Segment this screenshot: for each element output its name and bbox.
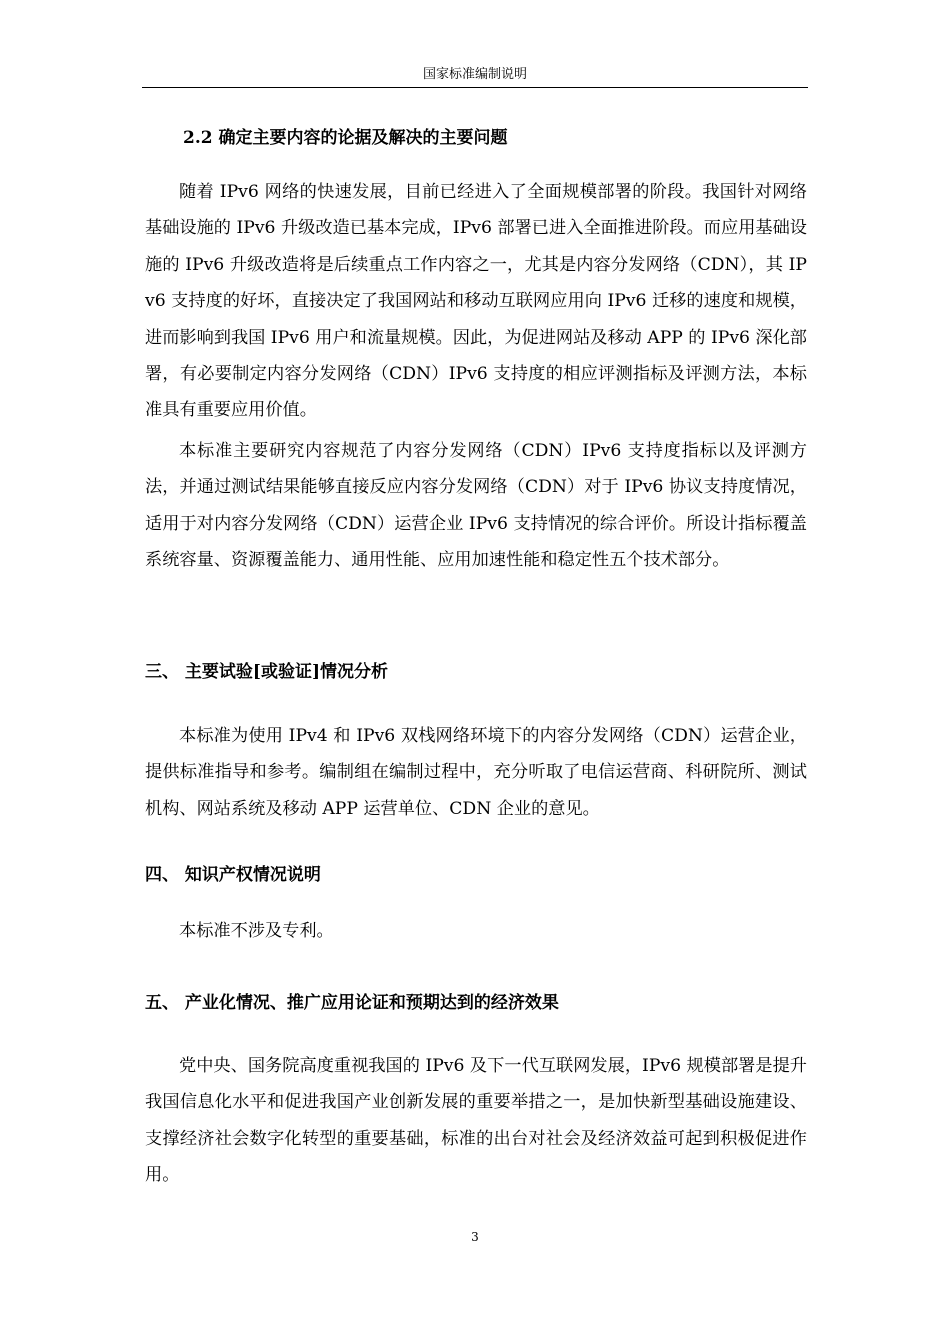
section-3-paragraph: 本标准为使用 IPv4 和 IPv6 双栈网络环境下的内容分发网络（CDN）运营企业，提供标准指导和参考。编制组在编制过程中，充分听取了电信运营商、科研院所、测试机构、网站系统及移动 APP 运营单位、CDN 企业的意见。 <box>145 726 807 819</box>
header-rule <box>142 87 808 88</box>
section-4-heading: 四、 知识产权情况说明 <box>145 865 321 885</box>
section-5-paragraph: 党中央、国务院高度重视我国的 IPv6 及下一代互联网发展，IPv6 规模部署是提升我国信息化水平和促进我国产业创新发展的重要举措之一，是加快新型基础设施建设、支撑经济社会数字化转型的重要基础，标准的出台对社会及经济效益可起到积极促进作用。 <box>145 1056 807 1186</box>
page-number: 3 <box>471 1230 479 1244</box>
section-2-2-paragraph-1: 随着 IPv6 网络的快速发展，目前已经进入了全面规模部署的阶段。我国针对网络基础设施的 IPv6 升级改造已基本完成，IPv6 部署已进入全面推进阶段。而应用基础设施的 IPv6 升级改造将是后续重点工作内容之一，尤其是内容分发网络（CDN），其 IPv6 支持度的好坏，直接决定了我国网站和移动互联网应用向 IPv6 迁移的速度和规模，进而影响到我国 IPv6 用户和流量规模。因此，为促进网站及移动 APP 的 IPv6 深化部署，有必要制定内容分发网络（CDN）IPv6 支持度的相应评测指标及评测方法，本标准具有重要应用价值。 <box>145 182 807 421</box>
section-4-paragraph: 本标准不涉及专利。 <box>179 921 334 941</box>
section-5-heading: 五、 产业化情况、推广应用论证和预期达到的经济效果 <box>145 993 559 1013</box>
section-2-2-paragraph-2: 本标准主要研究内容规范了内容分发网络（CDN）IPv6 支持度指标以及评测方法，并通过测试结果能够直接反应内容分发网络（CDN）对于 IPv6 协议支持度情况，适用于对内容分发网络（CDN）运营企业 IPv6 支持情况的综合评价。所设计指标覆盖系统容量、资源覆盖能力、通用性能、应用加速性能和稳定性五个技术部分。 <box>145 441 807 571</box>
section-2-2-heading: 2.2 确定主要内容的论据及解决的主要问题 <box>183 128 508 148</box>
section-3-heading: 三、 主要试验[或验证]情况分析 <box>145 662 389 682</box>
running-header: 国家标准编制说明 <box>422 67 527 82</box>
